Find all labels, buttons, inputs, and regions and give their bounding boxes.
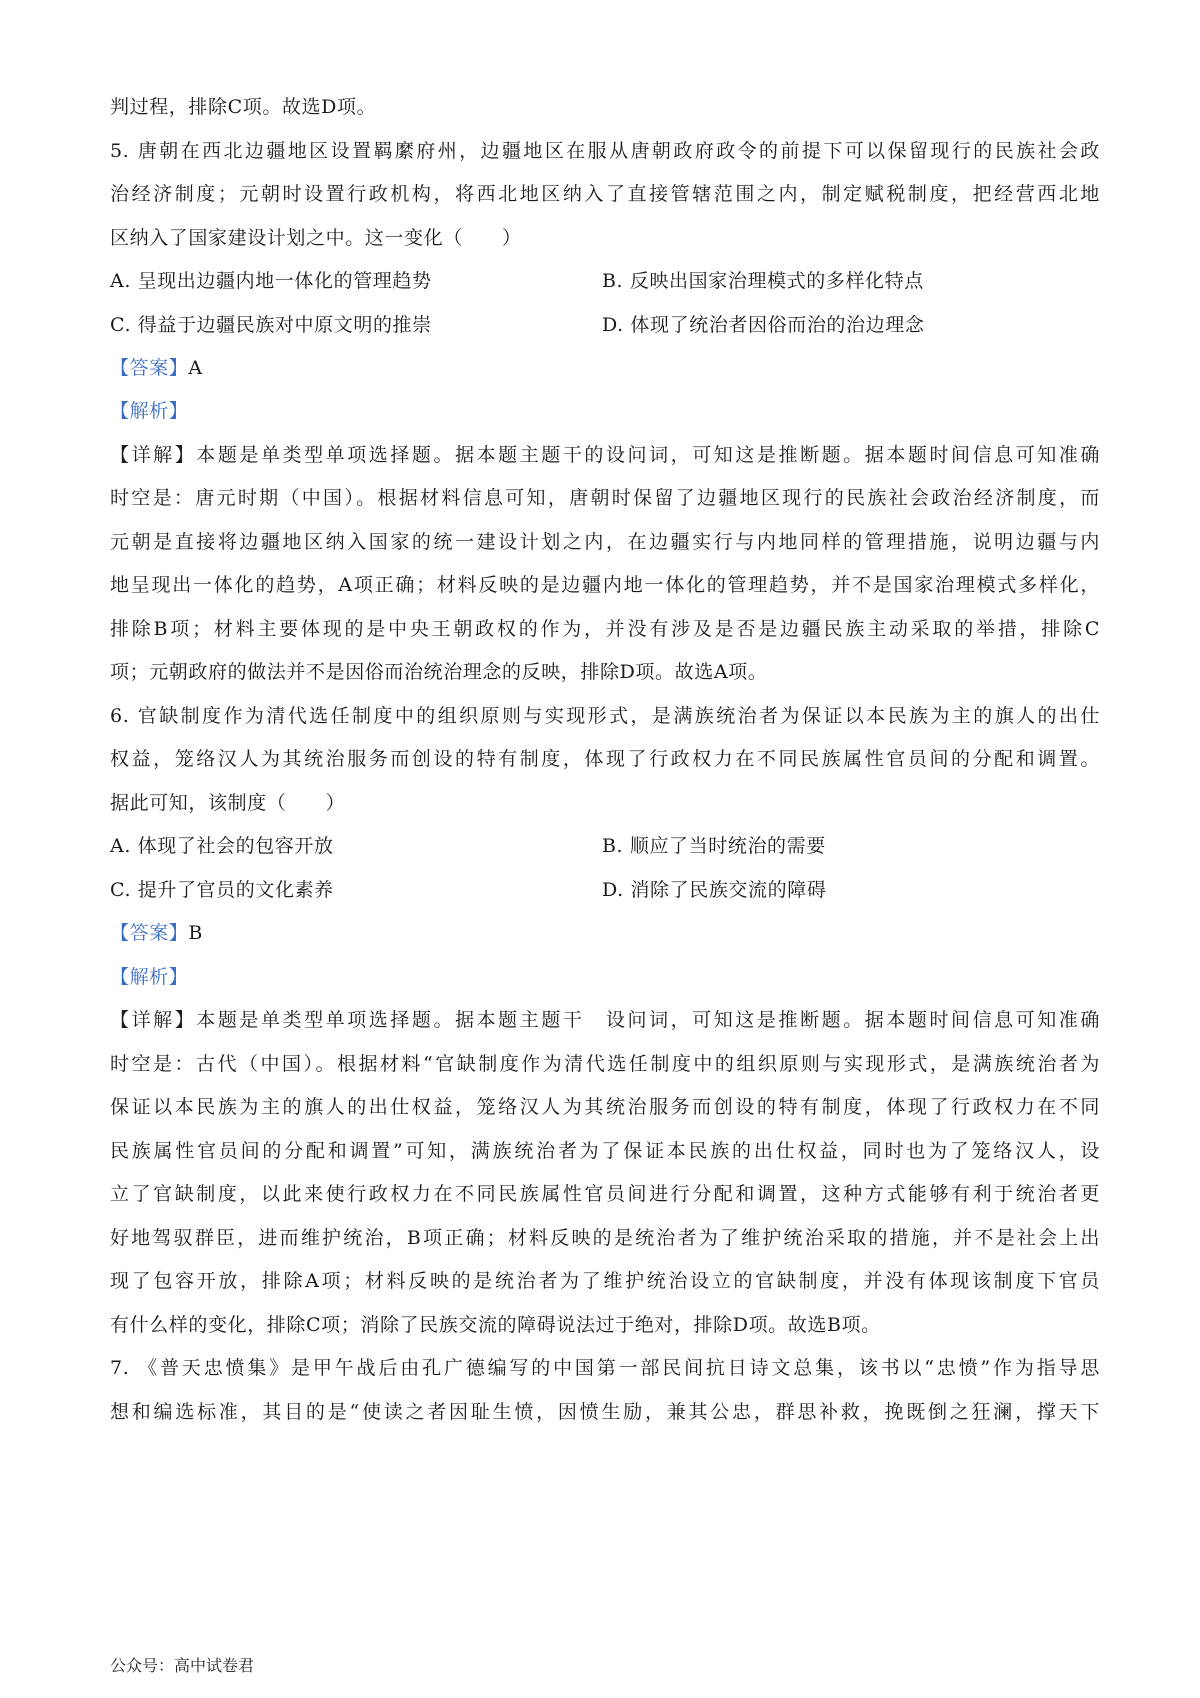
q6-analysis-tag: 【解析】 <box>110 966 189 988</box>
q6-detail-line-4: 民族属性官员间的分配和调置”可知，满族统治者为了保证本民族的出仕权益，同时也为了笼络汉人，设 <box>110 1140 1100 1162</box>
q5-detail-text-1: 本题是单类型单项选择题。据本题主题干的设问词，可知这是推断题。据本题时间信息可知准确 <box>196 444 1101 466</box>
q7-stem-line-1: 7. 《普天忠愤集》是甲午战后由孔广德编写的中国第一部民间抗日诗文总集，该书以“忠愤”作为指导思 <box>110 1357 1100 1379</box>
q6-stem-line-2: 权益，笼络汉人为其统治服务而创设的特有制度，体现了行政权力在不同民族属性官员间的分配和调置。 <box>110 748 1100 770</box>
q6-stem-line-1: 6. 官缺制度作为清代选任制度中的组织原则与实现形式，是满族统治者为保证以本民族为主的旗人的出仕 <box>110 705 1100 727</box>
q5-option-a: A. 呈现出边疆内地一体化的管理趋势 <box>110 270 432 292</box>
q5-answer-value: A <box>188 357 203 379</box>
q7-stem-line-2: 想和编选标准，其目的是“使读之者因耻生愤，因愤生励，兼其公忠，群思补救，挽既倒之狂澜，撑天下 <box>110 1401 1100 1423</box>
q5-option-b: B. 反映出国家治理模式的多样化特点 <box>602 270 924 292</box>
footer-wechat-label: 公众号：高中试卷君 <box>110 1656 255 1675</box>
q6-detail-line-6: 好地驾驭群臣，进而维护统治，B项正确；材料反映的是统治者为了维护统治采取的措施，并不是社会上出 <box>110 1227 1100 1249</box>
q5-analysis-tag: 【解析】 <box>110 400 189 422</box>
q5-analysis-line <box>110 398 1100 424</box>
q5-detail-tag: 【详解】 <box>110 444 197 466</box>
q5-detail-line-3: 元朝是直接将边疆地区纳入国家的统一建设计划之内，在边疆实行与内地同样的管理措施，说明边疆与内 <box>110 531 1100 553</box>
q6-detail-line-3: 保证以本民族为主的旗人的出仕权益，笼络汉人为其统治服务而创设的特有制度，体现了行政权力在不同 <box>110 1096 1100 1118</box>
q6-answer-line <box>110 920 1100 946</box>
q6-answer-value: B <box>188 922 203 944</box>
q6-stem-line-3: 据此可知，该制度（ ） <box>110 792 346 814</box>
q5-option-d: D. 体现了统治者因俗而治的治边理念 <box>602 314 925 336</box>
q5-answer-line <box>110 355 1100 381</box>
q5-detail-line-4: 地呈现出一体化的趋势，A项正确；材料反映的是边疆内地一体化的管理趋势，并不是国家治理模式多样化， <box>110 574 1100 596</box>
intro-tail-line: 判过程，排除C项。故选D项。 <box>110 96 377 118</box>
q5-stem-line-3: 区纳入了国家建设计划之中。这一变化（ ） <box>110 227 522 249</box>
q6-option-d: D. 消除了民族交流的障碍 <box>602 879 827 901</box>
q6-detail-line-5: 立了官缺制度，以此来使行政权力在不同民族属性官员间进行分配和调置，这种方式能够有利于统治者更 <box>110 1183 1100 1205</box>
q6-detail-line-2: 时空是：古代（中国）。根据材料“官缺制度作为清代选任制度中的组织原则与实现形式，是满族统治者为 <box>110 1053 1100 1075</box>
q5-detail-line-1 <box>110 442 1100 468</box>
q6-analysis-line <box>110 964 1100 990</box>
q6-detail-tag: 【详解】 <box>110 1009 197 1031</box>
q6-option-a: A. 体现了社会的包容开放 <box>110 835 334 857</box>
q5-stem-line-2: 治经济制度；元朝时设置行政机构，将西北地区纳入了直接管辖范围之内，制定赋税制度，把经营西北地 <box>110 183 1100 205</box>
q5-detail-line-2: 时空是：唐元时期（中国）。根据材料信息可知，唐朝时保留了边疆地区现行的民族社会政治经济制度，而 <box>110 487 1100 509</box>
q6-option-b: B. 顺应了当时统治的需要 <box>602 835 826 857</box>
q6-detail-line-1 <box>110 1007 1100 1033</box>
q5-answer-tag: 【答案】 <box>110 357 189 379</box>
q5-stem-line-1: 5. 唐朝在西北边疆地区设置羁縻府州，边疆地区在服从唐朝政府政令的前提下可以保留现行的民族社会政 <box>110 140 1100 162</box>
q6-detail-line-7: 现了包容开放，排除A项；材料反映的是统治者为了维护统治设立的官缺制度，并没有体现该制度下官员 <box>110 1270 1100 1292</box>
q6-detail-text-1: 本题是单类型单项选择题。据本题主题干 设问词，可知这是推断题。据本题时间信息可知准确 <box>196 1009 1101 1031</box>
q6-option-c: C. 提升了官员的文化素养 <box>110 879 334 901</box>
q5-detail-line-6: 项；元朝政府的做法并不是因俗而治统治理念的反映，排除D项。故选A项。 <box>110 661 768 683</box>
q6-detail-line-8: 有什么样的变化，排除C项；消除了民族交流的障碍说法过于绝对，排除D项。故选B项。 <box>110 1314 881 1336</box>
q5-option-c: C. 得益于边疆民族对中原文明的推崇 <box>110 314 432 336</box>
q6-answer-tag: 【答案】 <box>110 922 189 944</box>
q5-detail-line-5: 排除B项；材料主要体现的是中央王朝政权的作为，并没有涉及是否是边疆民族主动采取的举措，排除C <box>110 618 1100 640</box>
